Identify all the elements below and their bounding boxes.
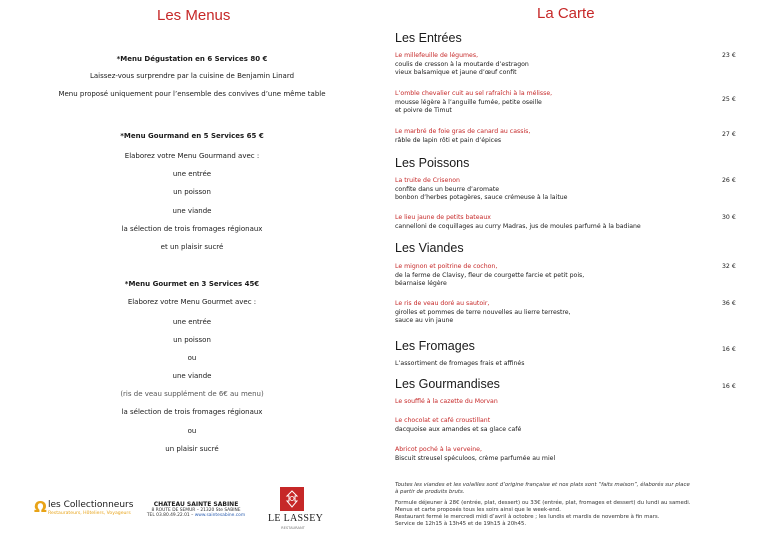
dish-price: 23 € <box>722 52 736 59</box>
dish-name: La truite de Crisenon <box>395 177 460 184</box>
notes-service-hours: Service de 12h15 à 13h45 et de 19h15 à 20h45. <box>395 521 527 527</box>
dish-description: et poivre de Timut <box>395 107 452 114</box>
dish-description: mousse légère à l’anguille fumée, petite oseille <box>395 98 542 106</box>
dish-description: sauce au vin jaune <box>395 317 454 324</box>
collectionneurs-brand: les Collectionneurs <box>48 500 134 510</box>
notes-origin-line-2: à partir de produits bruts. <box>395 489 465 495</box>
collectionneurs-tagline: Restaurateurs, Hôteliers, Voyageurs <box>48 511 131 516</box>
dish-price: 25 € <box>722 96 736 103</box>
dish-description: confite dans un beurre d’aromate <box>395 185 500 193</box>
dish-name: Le marbré de foie gras de canard au cassis, <box>395 128 531 135</box>
dish-name: Abricot poché à la verveine, <box>395 446 482 453</box>
dish-description: L’assortiment de fromages frais et affinés <box>395 360 525 367</box>
dish-price: 26 € <box>722 177 736 184</box>
dish-description: de la ferme de Clavisy, fleur de courgette farcie et petit pois, <box>395 271 585 279</box>
lassey-wordmark: LE LASSEY <box>268 513 324 524</box>
chateau-name: CHATEAU SAINTE SABINE <box>153 501 239 508</box>
lassey-subtitle: RESTAURANT <box>281 526 305 530</box>
notes-menus-line: Menus et carte proposés tous les soirs ainsi que le week-end. <box>395 507 561 513</box>
menu-line: *Menu Gourmet en 3 Services 45€ <box>124 280 260 288</box>
carte-column <box>384 0 768 543</box>
menu-line: une viande <box>172 207 212 215</box>
dish-item <box>395 398 725 407</box>
menus-title: Les Menus <box>157 7 231 24</box>
omega-icon: Ω <box>34 498 47 516</box>
dish-price: 27 € <box>722 131 736 138</box>
notes-closing-line: Restaurant fermé le mercredi midi d’avril à octobre ; les lundis et mardis de novembre à fin mars. <box>395 514 660 520</box>
dish-name: Le lieu jaune de petits bateaux <box>395 214 491 221</box>
menu-line: Menu proposé uniquement pour l’ensemble des convives d’une même table <box>58 90 326 98</box>
dish-description: cannelloni de coquillages au curry Madras, jus de moules parfumé à la badiane <box>395 222 641 230</box>
dish-price: 32 € <box>722 263 736 270</box>
section-price: 16 € <box>722 346 736 353</box>
menu-line: ou <box>187 354 197 362</box>
dish-price: 36 € <box>722 300 736 307</box>
dish-description: vieux balsamique et jaune d’œuf confit <box>395 69 517 76</box>
menu-line: un plaisir sucré <box>165 445 219 453</box>
dish-description: bonbon d’herbes potagères, sauce crémeuse à la laitue <box>395 194 568 201</box>
dish-item <box>395 90 725 116</box>
chateau-address: 8 ROUTE DE SEMUR – 21320 Ste SABINE <box>151 508 241 513</box>
dish-item <box>395 177 725 203</box>
dish-name: Le ris de veau doré au sautoir, <box>395 300 490 307</box>
dish-name: Le chocolat et café croustillant <box>395 417 491 424</box>
section-title-gourmandises: Les Gourmandises <box>395 377 500 391</box>
menu-line: Laissez-vous surprendre par la cuisine de Benjamin Linard <box>89 72 295 80</box>
dish-description: coulis de cresson à la moutarde d’estragon <box>395 60 529 68</box>
menu-line: *Menu Dégustation en 6 Services 80 € <box>116 55 268 63</box>
menu-line: un poisson <box>173 336 211 344</box>
menu-line: (ris de veau supplément de 6€ au menu) <box>120 390 264 398</box>
chateau-website-link[interactable]: www.saintesabine.com <box>194 513 246 518</box>
dish-item <box>395 417 725 434</box>
section-title-viandes: Les Viandes <box>395 241 464 255</box>
dish-description: râble de lapin rôti et pain d’épices <box>395 136 502 144</box>
menu-line: la sélection de trois fromages régionaux <box>121 408 263 416</box>
menu-line: une entrée <box>172 170 212 178</box>
dish-price: 30 € <box>722 214 736 221</box>
dish-description: béarnaise légère <box>395 280 447 287</box>
dish-item <box>395 446 725 463</box>
menu-line: une viande <box>172 372 212 380</box>
dish-description: Biscuit streusel spéculoos, crème parfumée au miel <box>395 454 556 462</box>
chateau-address-block <box>146 501 246 518</box>
dish-description: girolles et pommes de terre nouvelles au lierre terrestre, <box>395 308 571 316</box>
dish-item <box>395 263 725 289</box>
dish-name: L’omble chevalier cuit au sel rafraîchi à la mélisse, <box>395 90 553 97</box>
dish-description: dacquoise aux amandes et sa glace café <box>395 425 522 433</box>
dish-item <box>395 214 725 231</box>
menu-line: Elaborez votre Menu Gourmet avec : <box>127 298 257 306</box>
menu-line: un poisson <box>173 188 211 196</box>
menu-line: une entrée <box>172 318 212 326</box>
dish-item <box>395 300 725 326</box>
dish-name: Le mignon et poitrine de cochon, <box>395 263 498 270</box>
lassey-emblem-icon <box>280 487 304 511</box>
section-title-poissons: Les Poissons <box>395 156 470 170</box>
notes-formule-line: Formule déjeuner à 28€ (entrée, plat, dessert) ou 33€ (entrée, plat, fromages et dessert) du lundi au samedi. <box>395 500 691 506</box>
dish-item <box>395 128 725 145</box>
section-title-entrees: Les Entrées <box>395 31 462 45</box>
menu-line: et un plaisir sucré <box>160 243 224 251</box>
menu-line: *Menu Gourmand en 5 Services 65 € <box>120 132 264 140</box>
section-price: 16 € <box>722 383 736 390</box>
chateau-phone: TEL 03.80.49.22.01 – <box>146 513 195 518</box>
notes-origin-line: Toutes les viandes et les volailles sont d’origine française et nos plats sont “faits maison”, élaborés sur place <box>395 482 690 488</box>
dish-item <box>395 360 725 369</box>
menu-line: ou <box>187 427 197 435</box>
chateau-contact <box>146 513 246 518</box>
carte-title: La Carte <box>537 5 595 22</box>
menu-notes <box>395 482 755 528</box>
dish-name: Le soufflé à la cazette du Morvan <box>395 398 498 405</box>
lassey-logo <box>268 487 324 537</box>
menu-line: Elaborez votre Menu Gourmand avec : <box>124 152 260 160</box>
section-title-fromages: Les Fromages <box>395 339 475 353</box>
menu-line: la sélection de trois fromages régionaux <box>121 225 263 233</box>
dish-item <box>395 52 725 78</box>
dish-name: Le millefeuille de légumes, <box>395 52 479 59</box>
